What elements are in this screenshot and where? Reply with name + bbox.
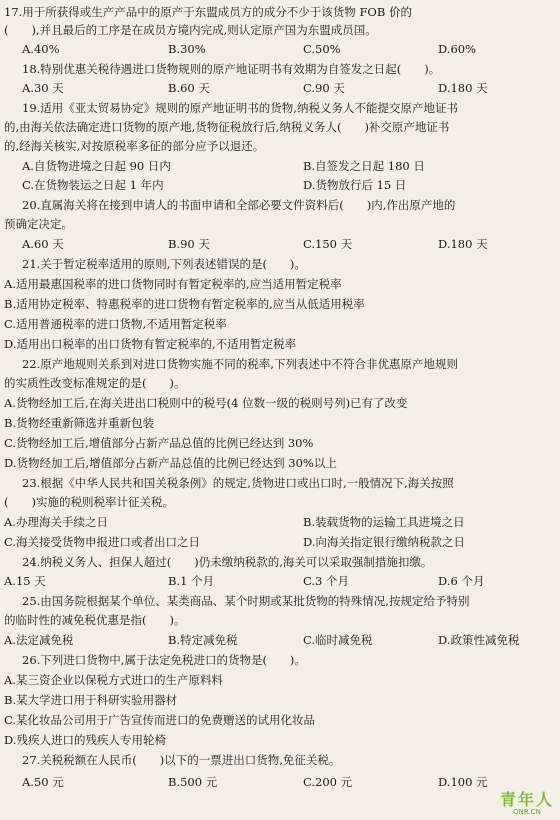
question-21-option-b: B.适用协定税率、特惠税率的进口货物有暂定税率的,应当从低适用税率 xyxy=(4,297,365,311)
question-19-option-c: C.在货物装运之日起 1 年内 xyxy=(22,178,164,192)
question-24-option-c: C.3 个月 xyxy=(303,574,350,588)
question-26-stem: 26.下列进口货物中,属于法定免税进口的货物是( )。 xyxy=(22,653,306,667)
question-19-option-b: B.自签发之日起 180 日 xyxy=(303,159,425,173)
question-24-stem: 24.纳税义务人、担保人超过( )仍未缴纳税款的,海关可以采取强制措施扣缴。 xyxy=(22,555,433,569)
question-22-option-b: B.货物经重新筛选并重新包装 xyxy=(4,416,155,430)
question-24-option-a: A.15 天 xyxy=(4,574,46,588)
question-27-option-c: C.200 元 xyxy=(303,775,353,789)
question-23-stem-line-1: 23.根据《中华人民共和国关税条例》的规定,货物进口或出口时,一般情况下,海关按照 xyxy=(22,476,454,490)
question-17-stem-line-2: ( ),并且最后的工序是在成员方境内完成,则认定原产国为东盟成员国。 xyxy=(4,23,377,37)
question-18-stem: 18.特别优惠关税待遇进口货物规则的原产地证明书有效期为自签发之日起( )。 xyxy=(22,62,441,76)
question-19-stem-line-3: 的,经海关核实,对按原税率多征的部分应予以退还。 xyxy=(4,139,265,153)
question-17-option-a: A.40% xyxy=(22,42,60,56)
question-25-option-d: D.政策性减免税 xyxy=(438,633,520,647)
question-21-option-a: A.适用最惠国税率的进口货物同时有暂定税率的,应当适用暂定税率 xyxy=(4,277,342,291)
question-22-option-a: A.货物经加工后,在海关进出口税则中的税号(4 位数一级的税则号列)已有了改变 xyxy=(4,396,408,410)
question-17-option-b: B.30% xyxy=(168,42,206,56)
watermark-text: 青年人 xyxy=(499,790,554,809)
question-17-option-c: C.50% xyxy=(303,42,341,56)
question-26-option-c: C.某化妆品公司用于广告宣传而进口的免费赠送的试用化妆品 xyxy=(4,713,316,727)
question-27-option-d: D.100 元 xyxy=(438,775,488,789)
question-22-option-d: D.货物经加工后,增值部分占新产品总值的比例已经达到 30%以上 xyxy=(4,456,337,470)
question-27-option-b: B.500 元 xyxy=(168,775,218,789)
question-20-option-c: C.150 天 xyxy=(303,237,353,251)
question-26-option-b: B.某大学进口用于科研实验用器材 xyxy=(4,693,178,707)
question-19-stem-line-1: 19.适用《亚太贸易协定》规则的原产地证明书的货物,纳税义务人不能提交原产地证书 xyxy=(22,101,458,115)
question-18-option-a: A.30 天 xyxy=(22,81,64,95)
question-20-option-b: B.90 天 xyxy=(168,237,210,251)
question-18-option-b: B.60 天 xyxy=(168,81,210,95)
question-22-stem-line-1: 22.原产地规则关系到对进口货物实施不同的税率,下列表述中不符合非优惠原产地规则 xyxy=(22,357,458,371)
question-20-option-a: A.60 天 xyxy=(22,237,64,251)
question-25-option-b: B.特定减免税 xyxy=(168,633,238,647)
question-20-stem-line-1: 20.直属海关将在接到申请人的书面申请和全部必要文件资料后( )内,作出原产地的 xyxy=(22,198,456,212)
question-17-option-d: D.60% xyxy=(438,42,477,56)
question-22-stem-line-2: 的实质性改变标准规定的是( )。 xyxy=(4,376,186,390)
question-25-stem-line-2: 的临时性的减免税优惠是指( )。 xyxy=(4,613,186,627)
question-18-option-d: D.180 天 xyxy=(438,81,488,95)
question-19-stem-line-2: 的,由海关依法确定进口货物的原产地,货物征税放行后,纳税义务人( )补交原产地证书 xyxy=(4,120,450,134)
question-22-option-c: C.货物经加工后,增值部分占新产品总值的比例已经达到 30% xyxy=(4,436,314,450)
question-23-option-c: C.海关接受货物申报进口或者出口之日 xyxy=(4,535,201,549)
question-24-option-d: D.6 个月 xyxy=(438,574,485,588)
question-27-option-a: A.50 元 xyxy=(22,775,64,789)
watermark-logo xyxy=(500,787,554,816)
question-18-option-c: C.90 天 xyxy=(303,81,345,95)
question-21-stem: 21.关于暂定税率适用的原则,下列表述错误的是( )。 xyxy=(22,257,306,271)
question-23-option-a: A.办理海关手续之日 xyxy=(4,515,108,529)
question-20-stem-line-2: 预确定决定。 xyxy=(4,217,73,231)
question-26-option-a: A.某三资企业以保税方式进口的生产原料料 xyxy=(4,673,223,687)
question-17-stem-line-1: 17.用于所获得或生产产品中的原产于东盟成员方的成分不少于该货物 FOB 价的 xyxy=(4,5,412,19)
question-25-option-c: C.临时减免税 xyxy=(303,633,373,647)
question-25-stem-line-1: 25.由国务院根据某个单位、某类商品、某个时期或某批货物的特殊情况,按规定给予特别 xyxy=(22,594,470,608)
question-23-option-d: D.向海关指定银行缴纳税款之日 xyxy=(303,535,465,549)
question-20-option-d: D.180 天 xyxy=(438,237,488,251)
question-23-stem-line-2: ( )实施的税则税率计征关税。 xyxy=(4,495,174,509)
watermark-url: QNR.CN xyxy=(513,808,541,816)
question-27-stem: 27.关税税额在人民币( )以下的一票进出口货物,免征关税。 xyxy=(22,753,341,767)
question-26-option-d: D.残疾人进口的残疾人专用轮椅 xyxy=(4,733,166,747)
question-21-option-d: D.适用出口税率的出口货物有暂定税率的,不适用暂定税率 xyxy=(4,337,297,351)
question-25-option-a: A.法定减免税 xyxy=(4,633,74,647)
question-24-option-b: B.1 个月 xyxy=(168,574,215,588)
question-19-option-a: A.自货物进境之日起 90 日内 xyxy=(22,159,171,173)
question-23-option-b: B.装载货物的运输工具进境之日 xyxy=(303,515,465,529)
question-21-option-c: C.适用普通税率的进口货物,不适用暂定税率 xyxy=(4,317,227,331)
question-19-option-d: D.货物放行后 15 日 xyxy=(303,178,407,192)
